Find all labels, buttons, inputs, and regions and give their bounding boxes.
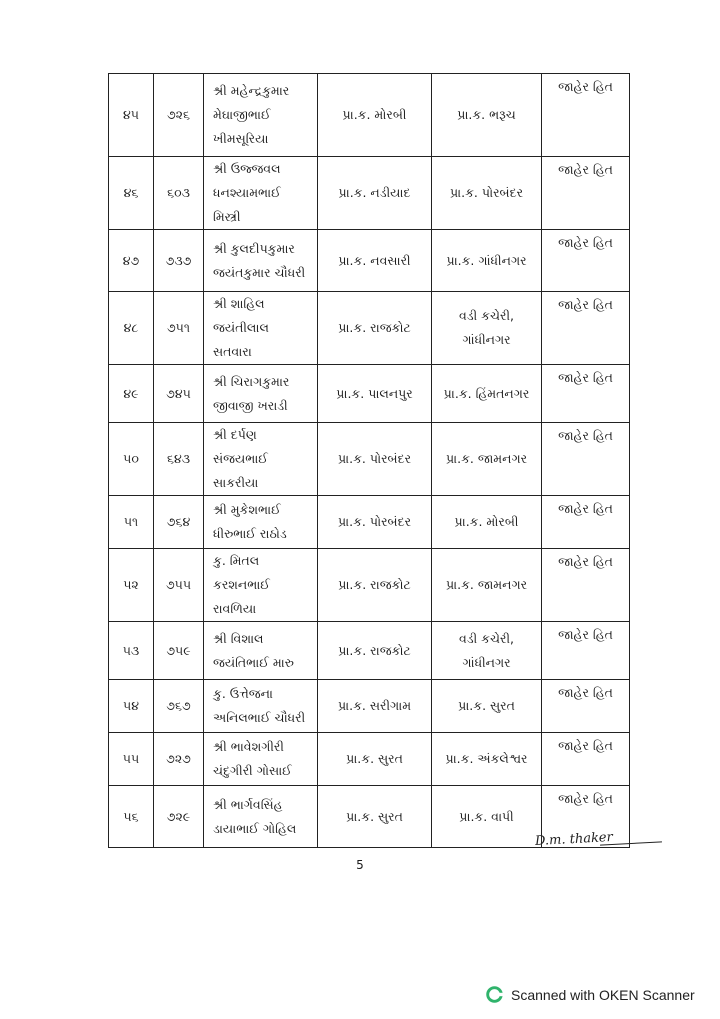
from-office-cell: પ્રા.ક. સુરત (318, 786, 432, 848)
to-office-line: પ્રા.ક. જામનગર (445, 451, 528, 466)
employee-name-line: જયંતકુમાર ચૌધરી (213, 264, 306, 280)
employee-code-cell: ૬૪૩ (154, 423, 204, 496)
employee-name-cell (204, 733, 318, 786)
employee-code-cell: ૭૬૭ (154, 680, 204, 733)
to-office-line: પ્રા.ક. ભરૂચ (457, 107, 516, 122)
employee-name-line: શ્રી દર્પણ (213, 427, 257, 442)
employee-name-cell (204, 230, 318, 292)
table-row (109, 157, 630, 230)
to-office-line: પ્રા.ક. સુરત (458, 698, 515, 713)
employee-code-cell: ૭૫૯ (154, 622, 204, 680)
from-office-cell: પ્રા.ક. રાજકોટ (318, 622, 432, 680)
serial-number-cell: ૫૫ (109, 733, 154, 786)
employee-name-cell (204, 365, 318, 423)
to-office-cell (432, 365, 542, 423)
employee-name-line: શ્રી શાહિલ (213, 296, 265, 311)
from-office-cell: પ્રા.ક. રાજકોટ (318, 292, 432, 365)
serial-number-cell: ૫૨ (109, 549, 154, 622)
to-office-line: પ્રા.ક. જામનગર (445, 577, 528, 592)
serial-number-cell: ૫૪ (109, 680, 154, 733)
serial-number-cell: ૪૯ (109, 365, 154, 423)
employee-name-line: ધીરુભાઈ રાઠોડ (213, 526, 287, 541)
serial-number-cell: ૫૧ (109, 496, 154, 549)
to-office-line: પ્રા.ક. પોરબંદર (449, 185, 524, 200)
table-row (109, 365, 630, 423)
table-row (109, 230, 630, 292)
to-office-cell (432, 622, 542, 680)
from-office-cell: પ્રા.ક. પાલનપુર (318, 365, 432, 423)
to-office-line: પ્રા.ક. અંકલેશ્વર (445, 751, 528, 766)
to-office-line: ગાંધીનગર (462, 654, 511, 670)
from-office-cell: પ્રા.ક. સુરત (318, 733, 432, 786)
table-row (109, 423, 630, 496)
employee-name-cell (204, 622, 318, 680)
employee-name-line: સાકરીયા (213, 475, 259, 490)
serial-number-cell: ૫૩ (109, 622, 154, 680)
to-office-line: પ્રા.ક. હિંમતનગર (443, 385, 530, 401)
employee-name-line: ડાયાભાઈ ગોહિલ (213, 820, 297, 836)
to-office-line: પ્રા.ક. મોરબી (454, 514, 519, 529)
to-office-line: પ્રા.ક. ગાંધીનગર (446, 252, 527, 268)
to-office-cell (432, 786, 542, 848)
from-office-cell: પ્રા.ક. મોરબી (318, 74, 432, 157)
from-office-cell: પ્રા.ક. નડીયાદ (318, 157, 432, 230)
serial-number-cell: ૪૮ (109, 292, 154, 365)
remark-cell: જાહેર હિત (542, 680, 630, 733)
table-row (109, 292, 630, 365)
employee-name-line: શ્રી વિશાલ (213, 630, 264, 646)
employee-name-line: શ્રી કુલદીપકુમાર (213, 240, 295, 256)
employee-name-line: કુ. ઉત્તેજના (213, 686, 273, 701)
from-office-cell: પ્રા.ક. સરીગામ (318, 680, 432, 733)
employee-name-cell (204, 496, 318, 549)
remark-cell: જાહેર હિત (542, 365, 630, 423)
employee-name-line: અનિલભાઈ ચૌધરી (213, 710, 306, 725)
remark-cell: જાહેર હિત (542, 230, 630, 292)
from-office-cell: પ્રા.ક. પોરબંદર (318, 423, 432, 496)
remark-cell: જાહેર હિત (542, 733, 630, 786)
transfer-table (108, 73, 630, 848)
remark-cell: જાહેર હિત (542, 292, 630, 365)
employee-name-line: કરશનભાઈ (213, 577, 270, 592)
to-office-line: પ્રા.ક. વાપી (459, 808, 514, 824)
employee-code-cell: ૬૦૩ (154, 157, 204, 230)
table-row (109, 733, 630, 786)
to-office-cell (432, 549, 542, 622)
employee-name-line: ચંદુગીરી ગોસાઈ (213, 763, 292, 778)
scanner-watermark (486, 986, 695, 1003)
signature: D.m. thaker (534, 829, 614, 850)
remark-cell: જાહેર હિત (542, 74, 630, 157)
employee-name-cell (204, 74, 318, 157)
employee-code-cell: ૭૨૬ (154, 74, 204, 157)
from-office-cell: પ્રા.ક. નવસારી (318, 230, 432, 292)
to-office-line: ગાંધીનગર (462, 332, 511, 347)
remark-cell: જાહેર હિત (542, 157, 630, 230)
employee-name-cell (204, 786, 318, 848)
serial-number-cell: ૪૬ (109, 157, 154, 230)
serial-number-cell: ૪૫ (109, 74, 154, 157)
serial-number-cell: ૫૬ (109, 786, 154, 848)
employee-code-cell: ૭૫૧ (154, 292, 204, 365)
serial-number-cell: ૫૦ (109, 423, 154, 496)
to-office-line: વડી કચેરી, (458, 308, 515, 323)
employee-name-line: સતવારા (213, 344, 252, 359)
employee-name-line: શ્રી ભાવેશગીરી (213, 739, 284, 754)
employee-name-line: શ્રી મહેન્દ્રકુમાર (213, 83, 290, 98)
employee-code-cell: ૭૩૭ (154, 230, 204, 292)
employee-name-line: રાવળિયા (213, 601, 257, 616)
remark-cell: જાહેર હિત (542, 622, 630, 680)
to-office-cell (432, 157, 542, 230)
from-office-cell: પ્રા.ક. રાજકોટ (318, 549, 432, 622)
employee-code-cell: ૭૬૪ (154, 496, 204, 549)
scanner-label: Scanned with OKEN Scanner (511, 986, 695, 1003)
to-office-line: વડી કચેરી, (458, 630, 515, 646)
employee-name-cell (204, 680, 318, 733)
employee-name-line: જીવાજી ખરાડી (213, 397, 288, 413)
employee-name-line: શ્રી ચિરાગકુમાર (213, 373, 290, 389)
employee-code-cell: ૭૫૫ (154, 549, 204, 622)
remark-cell: જાહેર હિત (542, 423, 630, 496)
table-row (109, 622, 630, 680)
remark-cell: જાહેર હિત (542, 549, 630, 622)
to-office-cell (432, 733, 542, 786)
to-office-cell (432, 496, 542, 549)
table-row (109, 549, 630, 622)
employee-name-line: મેઘાજીભાઈ (213, 107, 271, 122)
table-row (109, 680, 630, 733)
serial-number-cell: ૪૭ (109, 230, 154, 292)
employee-name-line: જયંતિભાઈ મારુ (213, 654, 294, 670)
page-number: 5 (356, 858, 364, 872)
table-row (109, 496, 630, 549)
to-office-cell (432, 230, 542, 292)
employee-code-cell: ૭૨૯ (154, 786, 204, 848)
employee-code-cell: ૭૨૭ (154, 733, 204, 786)
employee-code-cell: ૭૪૫ (154, 365, 204, 423)
employee-name-line: મિસ્ત્રી (213, 209, 241, 224)
to-office-cell (432, 680, 542, 733)
employee-name-cell (204, 549, 318, 622)
employee-name-line: શ્રી મુકેશભાઈ (213, 502, 281, 517)
transfer-table-body (109, 74, 630, 848)
employee-name-cell (204, 423, 318, 496)
to-office-cell (432, 423, 542, 496)
employee-name-line: કુ. મિતલ (213, 553, 260, 568)
employee-name-line: ખીમસૂરિયા (213, 131, 269, 146)
scanner-logo-icon (486, 986, 503, 1003)
employee-name-cell (204, 292, 318, 365)
employee-name-line: ધનશ્યામભાઈ (213, 185, 281, 200)
employee-name-line: જયંતીલાલ (213, 320, 269, 335)
table-row (109, 74, 630, 157)
employee-name-cell (204, 157, 318, 230)
employee-name-line: શ્રી ઉજ્જવલ (213, 161, 281, 176)
remark-cell: જાહેર હિત (542, 496, 630, 549)
employee-name-line: સંજયભાઈ (213, 451, 268, 466)
employee-name-line: શ્રી ભાર્ગવસિંહ (213, 796, 283, 812)
remark-cell: જાહેર હિત (542, 786, 630, 848)
to-office-cell (432, 74, 542, 157)
from-office-cell: પ્રા.ક. પોરબંદર (318, 496, 432, 549)
to-office-cell (432, 292, 542, 365)
